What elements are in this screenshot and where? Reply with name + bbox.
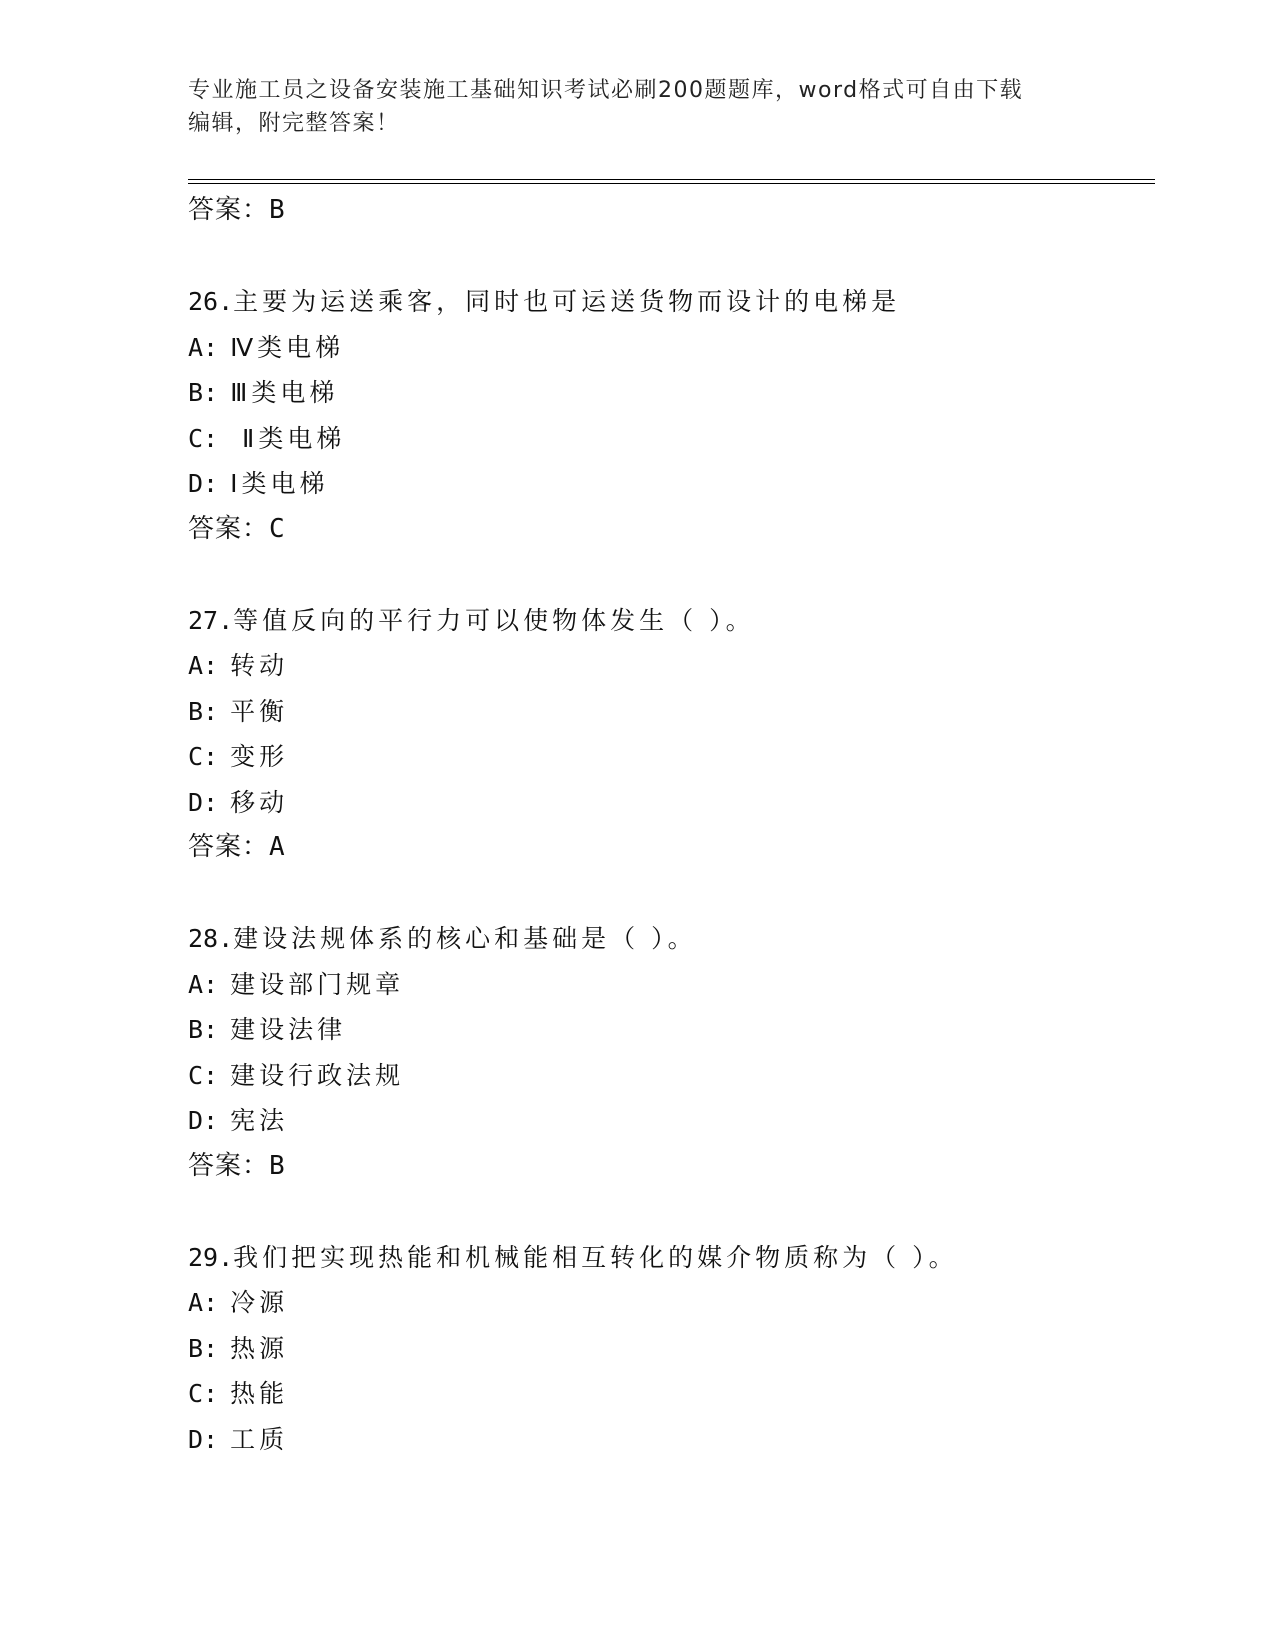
option-text: 移动 (230, 787, 289, 817)
option-28-b (188, 1007, 1148, 1053)
answer-label: 答案： (188, 832, 270, 862)
question-number: 26. (188, 287, 234, 316)
option-28-c (188, 1053, 1148, 1099)
option-text: 建设部门规章 (230, 969, 405, 999)
option-label: A: (188, 651, 219, 680)
option-text: 热能 (230, 1379, 289, 1408)
header-line-1: 专业施工员之设备安装施工基础知识考试必刷200题题库，word格式可自由下载 (188, 78, 1024, 103)
option-label: D: (188, 787, 219, 817)
option-label: C: (188, 742, 219, 771)
option-26-d (188, 461, 1148, 507)
option-26-b (188, 370, 1148, 416)
document-body (188, 188, 1148, 1462)
answer-value: B (269, 195, 286, 225)
header-line-2: 编辑，附完整答案！ (188, 111, 400, 136)
document-header (188, 74, 1088, 140)
question-27 (188, 598, 1148, 644)
answer-label: 答案： (188, 1150, 270, 1181)
header-divider-top (188, 179, 1155, 180)
option-28-a (188, 962, 1148, 1008)
option-text: 建设行政法规 (230, 1060, 405, 1090)
option-label: C: (188, 1379, 219, 1408)
answer-q28 (188, 1144, 1148, 1190)
question-number: 29. (188, 1242, 234, 1272)
option-label: D: (188, 469, 219, 498)
answer-value: C (269, 513, 286, 544)
option-27-c (188, 734, 1148, 780)
option-text: Ⅱ类电梯 (230, 423, 346, 453)
question-text: 主要为运送乘客，同时也可运送货物而设计的电梯是 (233, 287, 901, 316)
option-label: B: (188, 1333, 219, 1363)
option-text: 平衡 (230, 696, 289, 726)
option-27-a (188, 643, 1148, 689)
option-text: 宪法 (230, 1106, 289, 1135)
question-text: 我们把实现热能和机械能相互转化的媒介物质称为（ ）。 (233, 1242, 958, 1272)
option-28-d (188, 1098, 1148, 1144)
option-text: 冷源 (230, 1288, 289, 1317)
option-label: A: (188, 969, 219, 999)
option-text: 工质 (230, 1424, 289, 1454)
option-label: B: (188, 378, 219, 407)
option-label: B: (188, 696, 219, 726)
answer-q27 (188, 825, 1148, 871)
question-text: 等值反向的平行力可以使物体发生（ ）。 (233, 605, 755, 635)
question-26 (188, 279, 1148, 325)
header-divider-bottom (188, 183, 1155, 184)
option-26-c (188, 416, 1148, 462)
answer-label: 答案： (188, 513, 270, 544)
option-26-a (188, 325, 1148, 371)
option-29-c (188, 1371, 1148, 1417)
option-29-a (188, 1280, 1148, 1326)
question-text: 建设法规体系的核心和基础是（ ）。 (233, 924, 697, 953)
option-label: A: (188, 332, 219, 362)
option-27-b (188, 689, 1148, 735)
option-label: B: (188, 1015, 219, 1044)
option-label: A: (188, 1288, 219, 1317)
question-29 (188, 1235, 1148, 1281)
option-text: 建设法律 (230, 1015, 347, 1044)
answer-label: 答案： (188, 195, 270, 225)
answer-value: B (269, 1150, 286, 1181)
option-text: 转动 (230, 651, 289, 680)
option-text: 变形 (230, 742, 289, 771)
question-28 (188, 916, 1148, 962)
option-text: Ⅰ类电梯 (230, 469, 329, 498)
answer-q26 (188, 507, 1148, 553)
answer-value: A (269, 832, 286, 862)
option-text: 热源 (230, 1333, 289, 1363)
question-number: 27. (188, 605, 234, 635)
option-29-d (188, 1417, 1148, 1463)
option-label: C: (188, 1060, 219, 1090)
option-label: D: (188, 1106, 219, 1135)
option-text: Ⅳ类电梯 (230, 332, 345, 362)
answer-q25 (188, 188, 1148, 234)
option-27-d (188, 780, 1148, 826)
option-label: D: (188, 1424, 219, 1454)
option-29-b (188, 1326, 1148, 1372)
option-label: C: (188, 423, 219, 453)
question-number: 28. (188, 924, 234, 953)
option-text: Ⅲ类电梯 (230, 378, 339, 407)
